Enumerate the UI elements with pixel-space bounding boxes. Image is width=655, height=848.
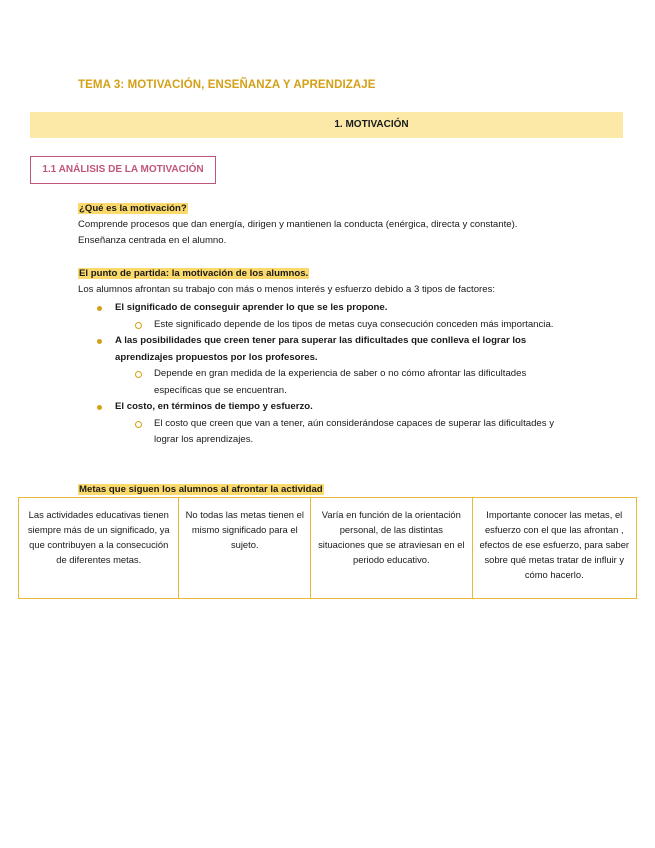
factor-detail: Depende en gran medida de la experiencia de saber o no cómo afrontar las dificultades específicas que se encuentran. xyxy=(78,366,568,399)
starting-point-heading: El punto de partida: la motivación de los alumnos. xyxy=(79,268,309,279)
what-is-block xyxy=(78,201,578,249)
what-is-line-1: Comprende procesos que dan energía, dirigen y mantienen la conducta (enérgica, directa y constante). xyxy=(78,219,518,230)
factor-detail: Este significado depende de los tipos de metas cuya consecución conceden más importancia. xyxy=(78,317,568,334)
goals-heading: Metas que siguen los alumnos al afrontar la actividad xyxy=(79,484,323,495)
factor-item: El significado de conseguir aprender lo que se les propone. xyxy=(78,300,568,317)
goals-heading-block xyxy=(78,482,578,498)
goal-cell: No todas las metas tienen el mismo significado para el sujeto. xyxy=(179,498,311,598)
factor-item: El costo, en términos de tiempo y esfuerzo. xyxy=(78,399,568,416)
starting-point-intro: Los alumnos afrontan su trabajo con más o menos interés y esfuerzo debido a 3 tipos de factores: xyxy=(78,284,496,295)
goal-cell: Las actividades educativas tienen siempre más de un significado, ya que contribuyen a la consecución de diferentes metas. xyxy=(19,498,179,598)
section-banner: 1. MOTIVACIÓN xyxy=(30,112,623,138)
factors-list xyxy=(78,300,568,449)
what-is-line-2: Enseñanza centrada en el alumno. xyxy=(78,235,227,246)
subsection-heading: 1.1 ANÁLISIS DE LA MOTIVACIÓN xyxy=(30,156,216,184)
goals-table xyxy=(18,497,637,599)
factor-detail: El costo que creen que van a tener, aún considerándose capaces de superar las dificultades y lograr los aprendizajes. xyxy=(78,416,568,449)
starting-point-block xyxy=(78,266,578,298)
document-title: TEMA 3: MOTIVACIÓN, ENSEÑANZA Y APRENDIZAJE xyxy=(78,79,376,91)
factor-item: A las posibilidades que creen tener para superar las dificultades que conlleva el lograr los aprendizajes propuestos por los profesores. xyxy=(78,333,568,366)
what-is-heading: ¿Qué es la motivación? xyxy=(79,203,187,214)
goal-cell: Importante conocer las metas, el esfuerzo con el que las afrontan , efectos de ese esfuerzo, para saber sobre qué metas tratar de influir y cómo hacerlo. xyxy=(479,509,630,580)
goal-cell: Varía en función de la orientación personal, de las distintas situaciones que se atraviesan en el periodo educativo. xyxy=(311,498,472,598)
